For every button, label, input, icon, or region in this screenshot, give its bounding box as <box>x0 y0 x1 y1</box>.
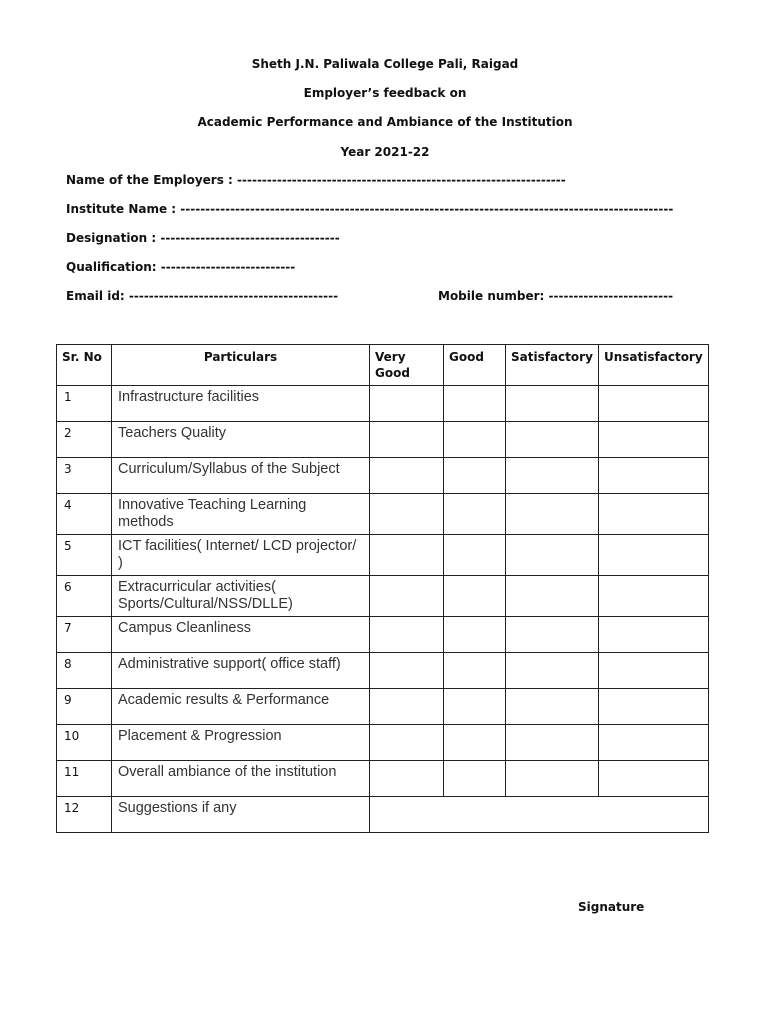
table-row <box>57 535 709 576</box>
rating-cell-unsatisfactory[interactable] <box>599 386 709 422</box>
rating-cell-good[interactable] <box>444 422 506 458</box>
institute-name-field[interactable]: Institute Name : --------------------------------------------------------------------------------------------------- <box>66 202 674 216</box>
mobile-number-field[interactable]: Mobile number: ------------------------- <box>438 289 674 303</box>
table-row <box>57 761 709 797</box>
header-good: Good <box>444 345 506 386</box>
rating-cell-unsatisfactory[interactable] <box>599 617 709 653</box>
rating-cell-unsatisfactory[interactable] <box>599 725 709 761</box>
row-number: 6 <box>57 576 112 617</box>
row-number: 4 <box>57 494 112 535</box>
rating-cell-very-good[interactable] <box>370 386 444 422</box>
feedback-table <box>56 344 709 833</box>
row-particular: Academic results & Performance <box>112 689 370 725</box>
rating-cell-unsatisfactory[interactable] <box>599 653 709 689</box>
college-name: Sheth J.N. Paliwala College Pali, Raigad <box>251 57 519 71</box>
form-title-line-1: Employer’s feedback on <box>303 86 467 100</box>
employer-name-field[interactable]: Name of the Employers : ------------------------------------------------------------------ <box>66 173 566 187</box>
row-particular: Innovative Teaching Learning methods <box>112 494 370 535</box>
row-particular: Curriculum/Syllabus of the Subject <box>112 458 370 494</box>
rating-cell-good[interactable] <box>444 617 506 653</box>
academic-year: Year 2021-22 <box>340 145 430 159</box>
email-field[interactable]: Email id: ------------------------------------------ <box>66 289 339 303</box>
row-particular: Administrative support( office staff) <box>112 653 370 689</box>
rating-cell-satisfactory[interactable] <box>506 576 599 617</box>
rating-cell-satisfactory[interactable] <box>506 653 599 689</box>
header-satisfactory: Satisfactory <box>506 345 599 386</box>
rating-cell-satisfactory[interactable] <box>506 494 599 535</box>
rating-cell-very-good[interactable] <box>370 689 444 725</box>
rating-cell-satisfactory[interactable] <box>506 725 599 761</box>
table-row <box>57 617 709 653</box>
header-particulars: Particulars <box>112 345 370 386</box>
header-very-good-line-2: Good <box>375 366 410 380</box>
rating-cell-unsatisfactory[interactable] <box>599 576 709 617</box>
rating-cell-unsatisfactory[interactable] <box>599 535 709 576</box>
qualification-field[interactable]: Qualification: --------------------------- <box>66 260 296 274</box>
rating-cell-good[interactable] <box>444 576 506 617</box>
signature-label: Signature <box>578 900 645 914</box>
form-title-line-2: Academic Performance and Ambiance of the Institution <box>197 115 573 129</box>
row-number: 8 <box>57 653 112 689</box>
rating-cell-satisfactory[interactable] <box>506 422 599 458</box>
table-row <box>57 386 709 422</box>
rating-cell-good[interactable] <box>444 761 506 797</box>
row-particular: Extracurricular activities( Sports/Cultural/NSS/DLLE) <box>112 576 370 617</box>
rating-cell-good[interactable] <box>444 535 506 576</box>
header-unsatisfactory: Unsatisfactory <box>599 345 709 386</box>
row-number: 9 <box>57 689 112 725</box>
table-row <box>57 653 709 689</box>
table-row <box>57 458 709 494</box>
row-particular: Suggestions if any <box>112 797 370 833</box>
row-number: 2 <box>57 422 112 458</box>
rating-cell-very-good[interactable] <box>370 725 444 761</box>
header-sr-no: Sr. No <box>57 345 112 386</box>
header-very-good-line-1: Very <box>375 350 406 364</box>
rating-cell-very-good[interactable] <box>370 458 444 494</box>
rating-cell-unsatisfactory[interactable] <box>599 458 709 494</box>
rating-cell-satisfactory[interactable] <box>506 386 599 422</box>
rating-cell-good[interactable] <box>444 458 506 494</box>
table-header-row <box>57 345 709 386</box>
rating-cell-very-good[interactable] <box>370 761 444 797</box>
rating-cell-very-good[interactable] <box>370 535 444 576</box>
table-row <box>57 494 709 535</box>
row-number: 1 <box>57 386 112 422</box>
table-row <box>57 689 709 725</box>
row-number: 5 <box>57 535 112 576</box>
table-row <box>57 797 709 833</box>
rating-cell-very-good[interactable] <box>370 653 444 689</box>
rating-cell-good[interactable] <box>444 494 506 535</box>
rating-cell-unsatisfactory[interactable] <box>599 422 709 458</box>
rating-cell-good[interactable] <box>444 725 506 761</box>
table-row <box>57 422 709 458</box>
rating-cell-very-good[interactable] <box>370 494 444 535</box>
row-particular: Infrastructure facilities <box>112 386 370 422</box>
rating-cell-very-good[interactable] <box>370 422 444 458</box>
table-row <box>57 576 709 617</box>
rating-cell-satisfactory[interactable] <box>506 761 599 797</box>
rating-cell-very-good[interactable] <box>370 617 444 653</box>
row-number: 7 <box>57 617 112 653</box>
row-number: 11 <box>57 761 112 797</box>
suggestions-cell[interactable] <box>370 797 709 833</box>
row-number: 10 <box>57 725 112 761</box>
rating-cell-good[interactable] <box>444 653 506 689</box>
rating-cell-satisfactory[interactable] <box>506 689 599 725</box>
rating-cell-good[interactable] <box>444 689 506 725</box>
rating-cell-satisfactory[interactable] <box>506 535 599 576</box>
header-very-good <box>370 345 444 386</box>
table-row <box>57 725 709 761</box>
rating-cell-very-good[interactable] <box>370 576 444 617</box>
row-particular: Overall ambiance of the institution <box>112 761 370 797</box>
rating-cell-unsatisfactory[interactable] <box>599 761 709 797</box>
row-particular: Campus Cleanliness <box>112 617 370 653</box>
row-number: 12 <box>57 797 112 833</box>
row-particular: Placement & Progression <box>112 725 370 761</box>
row-particular: ICT facilities( Internet/ LCD projector/ ) <box>112 535 370 576</box>
rating-cell-good[interactable] <box>444 386 506 422</box>
rating-cell-unsatisfactory[interactable] <box>599 494 709 535</box>
rating-cell-satisfactory[interactable] <box>506 458 599 494</box>
row-number: 3 <box>57 458 112 494</box>
rating-cell-satisfactory[interactable] <box>506 617 599 653</box>
rating-cell-unsatisfactory[interactable] <box>599 689 709 725</box>
designation-field[interactable]: Designation : ------------------------------------ <box>66 231 340 245</box>
row-particular: Teachers Quality <box>112 422 370 458</box>
